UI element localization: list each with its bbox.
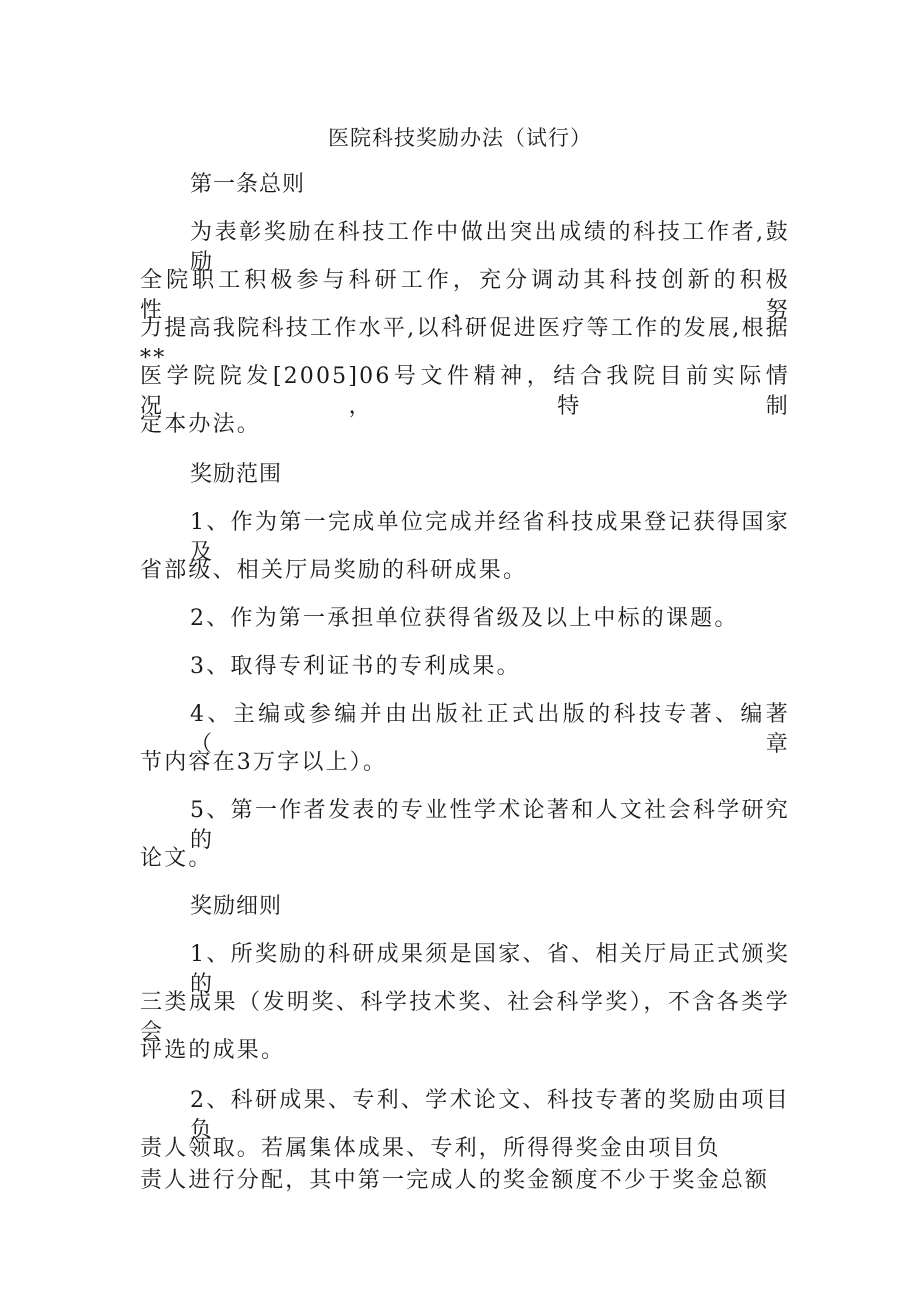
- paragraph-line: 力提高我院科技工作水平,以科研促进医疗等工作的发展,根据**: [140, 316, 790, 371]
- paragraph-line: 定本办法。: [140, 412, 262, 437]
- section-heading-scope: 奖励范围: [190, 462, 283, 487]
- list-item-line: 2、科研成果、专利、学术论文、科技专著的奖励由项目负: [190, 1088, 790, 1143]
- section-heading-rules: 奖励细则: [190, 894, 283, 919]
- list-item-line: 节内容在3万字以上）。: [140, 750, 388, 775]
- list-item-line: 2、作为第一承担单位获得省级及以上中标的课题。: [190, 606, 739, 631]
- list-item-line: 1、作为第一完成单位完成并经省科技成果登记获得国家及: [190, 510, 790, 565]
- list-item-line: 责人领取。若属集体成果、专利，所得得奖金由项目负: [140, 1136, 721, 1161]
- list-item-line: 省部级、相关厅局奖励的科研成果。: [140, 558, 528, 583]
- document-title: 医院科技奖励办法（试行）: [328, 126, 592, 150]
- paragraph-line: 为表彰奖励在科技工作中做出突出成绩的科技工作者,鼓励: [190, 220, 790, 275]
- list-item-line: 论文。: [140, 846, 213, 871]
- list-item-line: 5、第一作者发表的专业性学术论著和人文社会科学研究的: [190, 798, 790, 853]
- list-item-line: 3、取得专利证书的专利成果。: [190, 654, 521, 679]
- list-item-line: 4、主编或参编并由出版社正式出版的科技专著、编著（章: [190, 702, 790, 757]
- list-item-line: 责人进行分配，其中第一完成人的奖金额度不少于奖金总额: [140, 1168, 770, 1193]
- paragraph-line: 医学院院发[2005]06号文件精神，结合我院目前实际情况，特制: [140, 364, 790, 419]
- paragraph-line: 全院职工积极参与科研工作，充分调动其科技创新的积极性，努: [140, 268, 790, 323]
- list-item-line: 三类成果（发明奖、科学技术奖、社会科学奖），不含各类学会: [140, 990, 790, 1045]
- list-item-line: 1、所奖励的科研成果须是国家、省、相关厅局正式颁奖的: [190, 942, 790, 997]
- list-item-line: 评选的成果。: [140, 1038, 286, 1063]
- section-heading-general: 第一条总则: [190, 172, 306, 197]
